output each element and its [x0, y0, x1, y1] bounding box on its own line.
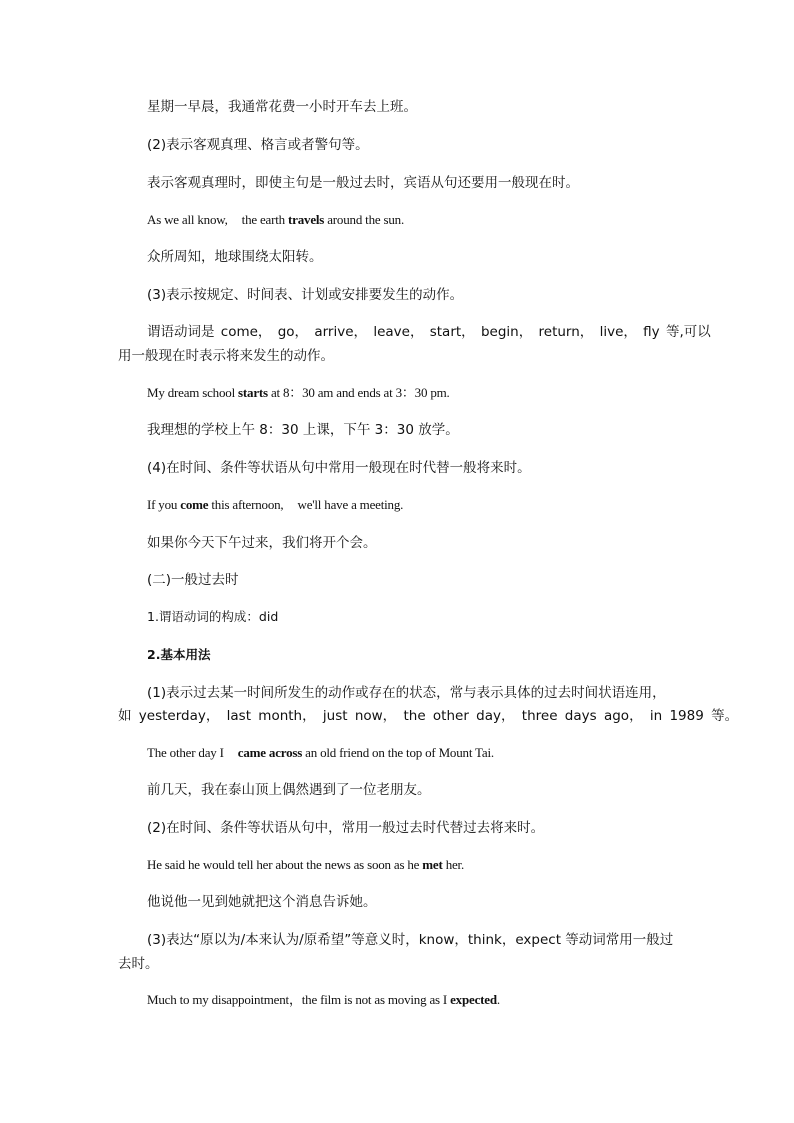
paragraph-14: 1.谓语动词的构成：did — [147, 609, 279, 624]
paragraph-2: (2)表示客观真理、格言或者警句等。 — [147, 137, 369, 153]
highlighted-verb: expected — [450, 992, 497, 1007]
paragraph-19: (2)在时间、条件等状语从句中，常用一般过去时代替过去将来时。 — [147, 820, 545, 836]
paragraph-18: 前几天，我在泰山顶上偶然遇到了一位老朋友。 — [147, 782, 431, 798]
paragraph-3: 表示客观真理时，即使主句是一般过去时，宾语从句还要用一般现在时。 — [147, 175, 579, 191]
paragraph-9: 我理想的学校上午 8：30 上课，下午 3：30 放学。 — [147, 422, 459, 438]
highlighted-verb: travels — [288, 212, 325, 227]
subheading: 2.基本用法 — [147, 647, 211, 662]
paragraph-10: (4)在时间、条件等状语从句中常用一般现在时代替一般将来时。 — [147, 460, 531, 476]
example-sentence-1: As we all know, the earth travels around the sun. — [147, 212, 405, 227]
highlighted-verb: come — [180, 497, 209, 512]
paragraph-22-line-2: 去时。 — [118, 956, 159, 972]
paragraph-12: 如果你今天下午过来，我们将开个会。 — [147, 535, 377, 551]
highlighted-verb: starts — [238, 385, 268, 400]
paragraph-6: (3)表示按规定、时间表、计划或安排要发生的动作。 — [147, 287, 464, 303]
highlighted-phrase: came across — [237, 745, 303, 760]
paragraph-22-line-1: (3)表达“原以为/本来认为/原希望”等意义时，know，think，expect 等动词常用一般过 — [147, 932, 674, 948]
paragraph-1: 星期一早晨，我通常花费一小时开车去上班。 — [147, 99, 417, 115]
paragraph-7-line-1: 谓语动词是 come， go， arrive， leave， start， begin， return， live， fly 等,可以 — [147, 324, 711, 340]
example-sentence-2: My dream school starts at 8：30 am and ends at 3：30 pm. — [147, 385, 450, 400]
paragraph-16-line-2: 如 yesterday， last month， just now， the other day， three days ago， in 1989 等。 — [118, 708, 739, 724]
example-sentence-6: Much to my disappointment，the film is not as moving as I expected. — [147, 992, 500, 1007]
paragraph-7-line-2: 用一般现在时表示将来发生的动作。 — [118, 348, 334, 364]
highlighted-verb: met — [422, 857, 443, 872]
example-sentence-5: He said he would tell her about the news as soon as he met her. — [147, 857, 465, 872]
example-sentence-3: If you come this afternoon, we'll have a meeting. — [147, 497, 404, 512]
paragraph-5: 众所周知，地球围绕太阳转。 — [147, 249, 323, 265]
paragraph-16-line-1: (1)表示过去某一时间所发生的动作或存在的状态，常与表示具体的过去时间状语连用， — [147, 685, 666, 701]
paragraph-21: 他说他一见到她就把这个消息告诉她。 — [147, 894, 377, 910]
example-sentence-4: The other day I came across an old friend on the top of Mount Tai. — [147, 745, 494, 760]
section-heading: (二)一般过去时 — [147, 572, 239, 588]
